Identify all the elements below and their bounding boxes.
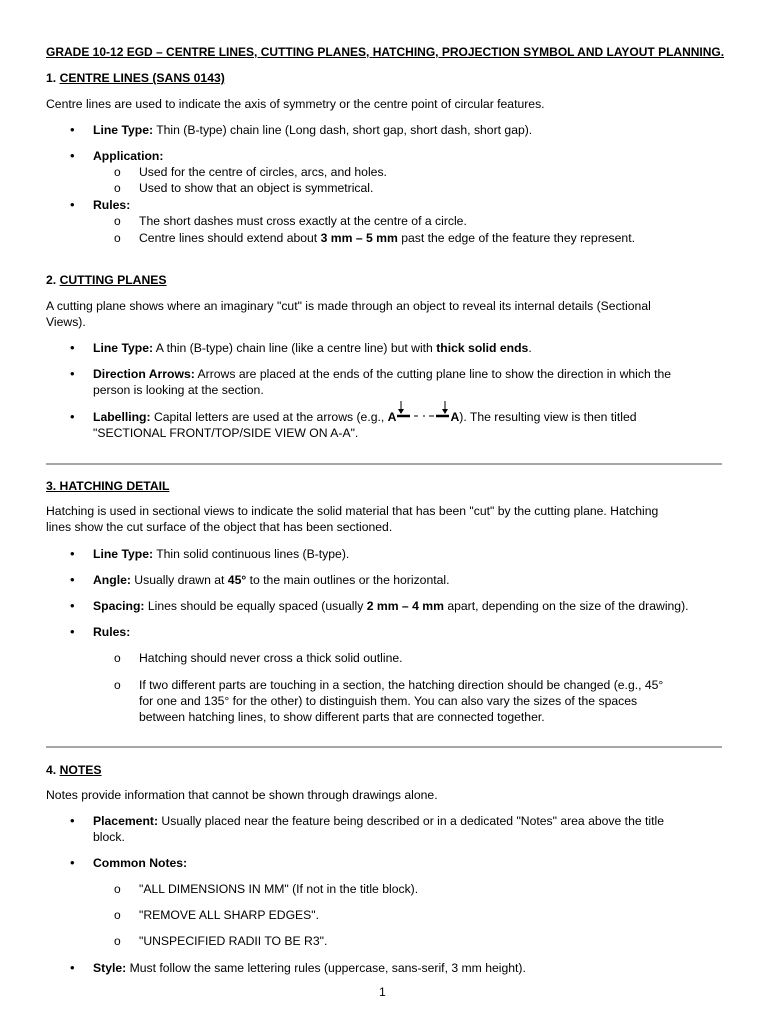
s1-rule-item: Centre lines should extend about 3 mm – 5 mm past the edge of the feature they represent. — [139, 231, 635, 245]
sub-bullet-icon: o — [114, 214, 121, 228]
sub-bullet-icon: o — [114, 651, 121, 665]
s1-rules-label: Rules: — [93, 198, 131, 212]
s3-rule-item: Hatching should never cross a thick solid outline. — [139, 651, 403, 665]
section-divider — [46, 463, 722, 465]
bullet-icon: • — [70, 409, 75, 424]
s3-rule-item-cont: for one and 135° for the other) to distinguish them. You can also vary the sizes of the spaces — [139, 694, 638, 708]
s2-labelling: Labelling: Capital letters are used at the arrows (e.g., A A). The resulting view is then titled — [93, 409, 637, 425]
bullet-icon: • — [70, 340, 75, 355]
s2-direction-arrows: Direction Arrows: Arrows are placed at the ends of the cutting plane line to show the direction in which the — [93, 367, 672, 381]
s2-line-type: Line Type: A thin (B-type) chain line (like a centre line) but with thick solid ends. — [93, 341, 532, 355]
section-3-intro: lines show the cut surface of the object that has been sectioned. — [46, 520, 393, 534]
bullet-icon: • — [70, 598, 75, 613]
section-2-intro: Views). — [46, 315, 86, 329]
document-title: GRADE 10-12 EGD – CENTRE LINES, CUTTING PLANES, HATCHING, PROJECTION SYMBOL AND LAYOUT PLANNING. — [46, 45, 725, 59]
s1-application-item: Used to show that an object is symmetrical. — [139, 181, 374, 195]
sub-bullet-icon: o — [114, 934, 121, 948]
s4-note-item: "ALL DIMENSIONS IN MM" (If not in the title block). — [139, 882, 419, 896]
sub-bullet-icon: o — [114, 231, 121, 245]
bullet-icon: • — [70, 148, 75, 163]
s4-note-item: "UNSPECIFIED RADII TO BE R3". — [139, 934, 328, 948]
bullet-icon: • — [70, 572, 75, 587]
section-3-heading: 3. HATCHING DETAIL — [46, 479, 170, 493]
bullet-icon: • — [70, 855, 75, 870]
sub-bullet-icon: o — [114, 165, 121, 179]
s3-rule-item-cont: between hatching lines, to show different parts that are connected together. — [139, 710, 545, 724]
page-number: 1 — [379, 985, 386, 999]
bullet-icon: • — [70, 366, 75, 381]
sub-bullet-icon: o — [114, 908, 121, 922]
bullet-icon: • — [70, 197, 75, 212]
s4-style: Style: Must follow the same lettering rules (uppercase, sans-serif, 3 mm height). — [93, 961, 526, 975]
sub-bullet-icon: o — [114, 678, 121, 692]
section-4-intro: Notes provide information that cannot be shown through drawings alone. — [46, 788, 438, 802]
s4-common-notes-label: Common Notes: — [93, 856, 188, 870]
section-divider — [46, 746, 722, 748]
cutting-plane-symbol-icon — [396, 409, 450, 425]
s1-application-item: Used for the centre of circles, arcs, and holes. — [139, 165, 387, 179]
sub-bullet-icon: o — [114, 181, 121, 195]
bullet-icon: • — [70, 122, 75, 137]
s2-direction-arrows-cont: person is looking at the section. — [93, 383, 264, 397]
s4-note-item: "REMOVE ALL SHARP EDGES". — [139, 908, 320, 922]
s1-application-label: Application: — [93, 149, 164, 163]
s3-rule-item: If two different parts are touching in a section, the hatching direction should be changed (e.g., 45° — [139, 678, 664, 692]
cutting-plane-arrows-icon — [396, 401, 450, 423]
sub-bullet-icon: o — [114, 882, 121, 896]
section-2-heading: 2. CUTTING PLANES — [46, 273, 167, 287]
s3-rules-label: Rules: — [93, 625, 131, 639]
s1-rule-item: The short dashes must cross exactly at the centre of a circle. — [139, 214, 467, 228]
section-2-intro: A cutting plane shows where an imaginary "cut" is made through an object to reveal its internal details (Sectional — [46, 299, 651, 313]
bullet-icon: • — [70, 813, 75, 828]
s3-line-type: Line Type: Thin solid continuous lines (B-type). — [93, 547, 350, 561]
bullet-icon: • — [70, 546, 75, 561]
s2-labelling-cont: "SECTIONAL FRONT/TOP/SIDE VIEW ON A-A". — [93, 426, 359, 440]
section-1-intro: Centre lines are used to indicate the axis of symmetry or the centre point of circular features. — [46, 97, 545, 111]
section-1-heading: 1. CENTRE LINES (SANS 0143) — [46, 71, 225, 85]
s1-line-type: Line Type: Thin (B-type) chain line (Long dash, short gap, short dash, short gap). — [93, 123, 533, 137]
s3-spacing: Spacing: Lines should be equally spaced (usually 2 mm – 4 mm apart, depending on the size of the drawing). — [93, 599, 689, 613]
bullet-icon: • — [70, 960, 75, 975]
bullet-icon: • — [70, 624, 75, 639]
section-3-intro: Hatching is used in sectional views to indicate the solid material that has been "cut" by the cutting plane. Hatching — [46, 504, 659, 518]
section-4-heading: 4. NOTES — [46, 763, 102, 777]
s4-placement: Placement: Usually placed near the feature being described or in a dedicated "Notes" area above the title — [93, 814, 664, 828]
s4-placement-cont: block. — [93, 830, 125, 844]
s3-angle: Angle: Usually drawn at 45° to the main outlines or the horizontal. — [93, 573, 450, 587]
